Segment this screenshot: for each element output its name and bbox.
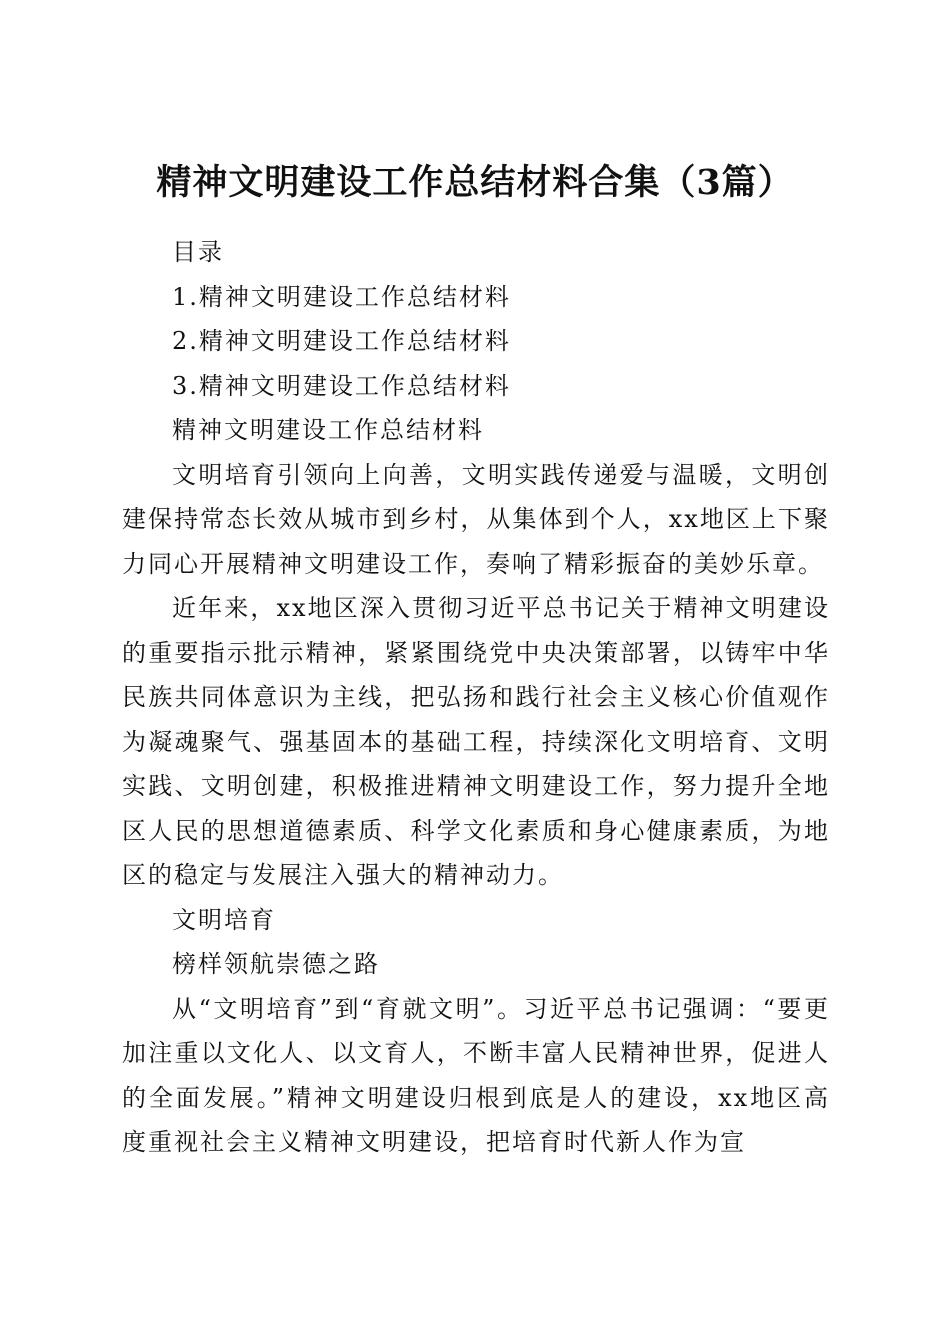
article-title: 精神文明建设工作总结材料	[172, 416, 484, 444]
toc-heading: 目录	[172, 238, 224, 266]
paragraph: 文明培育引领向上向善，文明实践传递爱与温暖，文明创建保持常态长效从城市到乡村，从集体到个人，xx地区上下聚力同心开展精神文明建设工作，奏响了精彩振奋的美妙乐章。	[122, 460, 830, 578]
paragraph: 从“文明培育”到“育就文明”。习近平总书记强调：“要更加注重以文化人、以文育人，不断丰富人民精神世界，促进人的全面发展。”精神文明建设归根到底是人的建设，xx地区高度重视社会主义精神文明建设，把培育时代新人作为宣	[122, 994, 830, 1156]
subsection-heading: 榜样领航崇德之路	[172, 950, 380, 978]
section-heading: 文明培育	[172, 905, 276, 934]
document-body	[122, 230, 830, 1165]
paragraph: 近年来，xx地区深入贯彻习近平总书记关于精神文明建设的重要指示批示精神，紧紧围绕党中央决策部署，以铸牢中华民族共同体意识为主线，把弘扬和践行社会主义核心价值观作为凝魂聚气、强基固本的基础工程，持续深化文明培育、文明实践、文明创建，积极推进精神文明建设工作，努力提升全地区人民的思想道德素质、科学文化素质和身心健康素质，为地区的稳定与发展注入强大的精神动力。	[122, 594, 830, 889]
toc-item: 3.精神文明建设工作总结材料	[172, 371, 511, 400]
document-title: 精神文明建设工作总结材料合集（3篇）	[156, 162, 794, 204]
toc-item: 2.精神文明建设工作总结材料	[172, 327, 511, 355]
toc-item: 1.精神文明建设工作总结材料	[172, 282, 511, 311]
